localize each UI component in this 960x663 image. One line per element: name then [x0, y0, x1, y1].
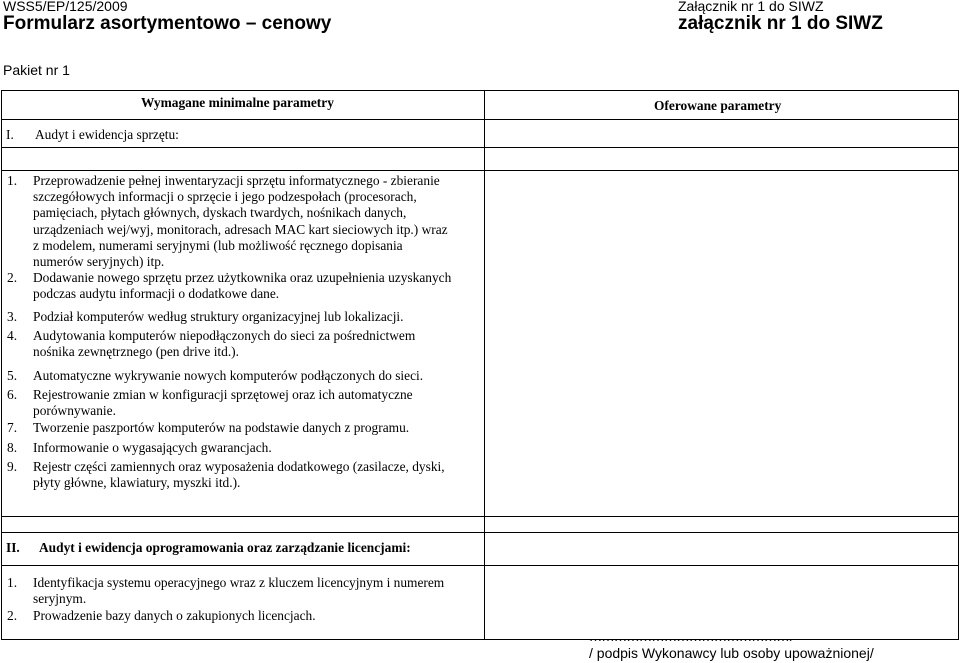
item-number: 7. — [7, 420, 18, 435]
section-number: I. — [6, 127, 14, 142]
item-text-line: Rejestr części zamiennych oraz wyposażenia dodatkowego (zasilacze, dyski, — [33, 459, 445, 474]
table-row-divider — [1, 147, 959, 148]
item-text-line: Audytowania komputerów niepodłączonych do sieci za pośrednictwem — [33, 328, 416, 343]
item-text-line: Informowanie o wygasających gwarancjach. — [33, 440, 272, 455]
item-number: 2. — [7, 608, 18, 623]
item-number: 9. — [7, 459, 18, 474]
table-border-right — [958, 90, 959, 640]
item-text-line: porównywanie. — [33, 403, 116, 419]
table-border-bottom — [1, 639, 959, 640]
table-row-divider — [1, 516, 959, 517]
package-label: Pakiet nr 1 — [3, 62, 70, 78]
item-text-line: podczas audytu informacji o dodatkowe dane. — [33, 286, 280, 302]
item-number: 4. — [7, 328, 18, 343]
attachment-label-big: załącznik nr 1 do SIWZ — [678, 13, 883, 34]
item-text-line: numerów seryjnych) itp. — [33, 254, 165, 269]
item-text-line: Rejestrowanie zmian w konfiguracji sprzętowej oraz ich automatyczne — [33, 387, 413, 402]
item-number: 3. — [7, 309, 18, 324]
item-text-line: z modelem, numerami seryjnymi (lub możliwość ręcznego dopisania — [33, 237, 403, 253]
section-number: II. — [6, 540, 20, 555]
table-border-top — [1, 90, 959, 91]
signature-line: …………………………………………. — [589, 629, 792, 644]
table-row-divider — [1, 170, 959, 171]
requirements-table — [0, 90, 960, 640]
table-border-left — [1, 90, 2, 640]
attachment-label-small: Załącznik nr 1 do SIWZ — [678, 0, 824, 14]
item-number: 1. — [7, 575, 18, 590]
table-row-divider — [1, 119, 959, 120]
item-text-line: płyty główne, klawiatury, myszki itd.). — [33, 475, 241, 491]
item-text-line: urządzeniach wej/wyj, monitorach, adresach MAC kart sieciowych itp.) wraz — [33, 221, 448, 237]
document-reference: WSS5/EP/125/2009 — [3, 0, 128, 14]
column-header-offered: Oferowane parametry — [654, 98, 782, 113]
item-text-line: Automatyczne wykrywanie nowych komputerów podłączonych do sieci. — [33, 368, 424, 383]
table-row-divider — [1, 565, 959, 566]
item-text-line: Identyfikacja systemu operacyjnego wraz z kluczem licencyjnym i numerem — [33, 575, 445, 590]
table-column-divider — [484, 90, 485, 640]
item-number: 6. — [7, 387, 18, 402]
item-text-line: nośnika zewnętrznego (pen drive itd.). — [33, 344, 239, 360]
item-number: 1. — [7, 173, 18, 188]
signature-label: / podpis Wykonawcy lub osoby upoważnionej/ — [589, 645, 874, 661]
item-text-line: Tworzenie paszportów komputerów na podstawie danych z programu. — [33, 420, 410, 435]
item-number: 8. — [7, 440, 18, 455]
item-text-line: Przeprowadzenie pełnej inwentaryzacji sprzętu informatycznego - zbieranie — [33, 173, 440, 188]
item-number: 5. — [7, 368, 18, 383]
item-text-line: Prowadzenie bazy danych o zakupionych licencjach. — [33, 608, 316, 623]
item-text-line: pamięciach, płytach głównych, dyskach twardych, nośnikach danych, — [33, 205, 407, 221]
item-text-line: seryjnym. — [33, 591, 87, 607]
form-title: Formularz asortymentowo – cenowy — [3, 13, 332, 34]
section-title: Audyt i ewidencja sprzętu: — [35, 127, 179, 142]
item-text-line: szczegółowych informacji o sprzęcie i jego podzespołach (procesorach, — [33, 189, 417, 205]
item-text-line: Dodawanie nowego sprzętu przez użytkownika oraz uzupełnienia uzyskanych — [33, 270, 452, 285]
item-text-line: Podział komputerów według struktury organizacyjnej lub lokalizacji. — [33, 309, 404, 324]
section-title: Audyt i ewidencja oprogramowania oraz zarządzanie licencjami: — [39, 540, 411, 555]
table-row-divider — [1, 532, 959, 533]
item-number: 2. — [7, 270, 18, 285]
column-header-required: Wymagane minimalne parametry — [141, 95, 334, 110]
